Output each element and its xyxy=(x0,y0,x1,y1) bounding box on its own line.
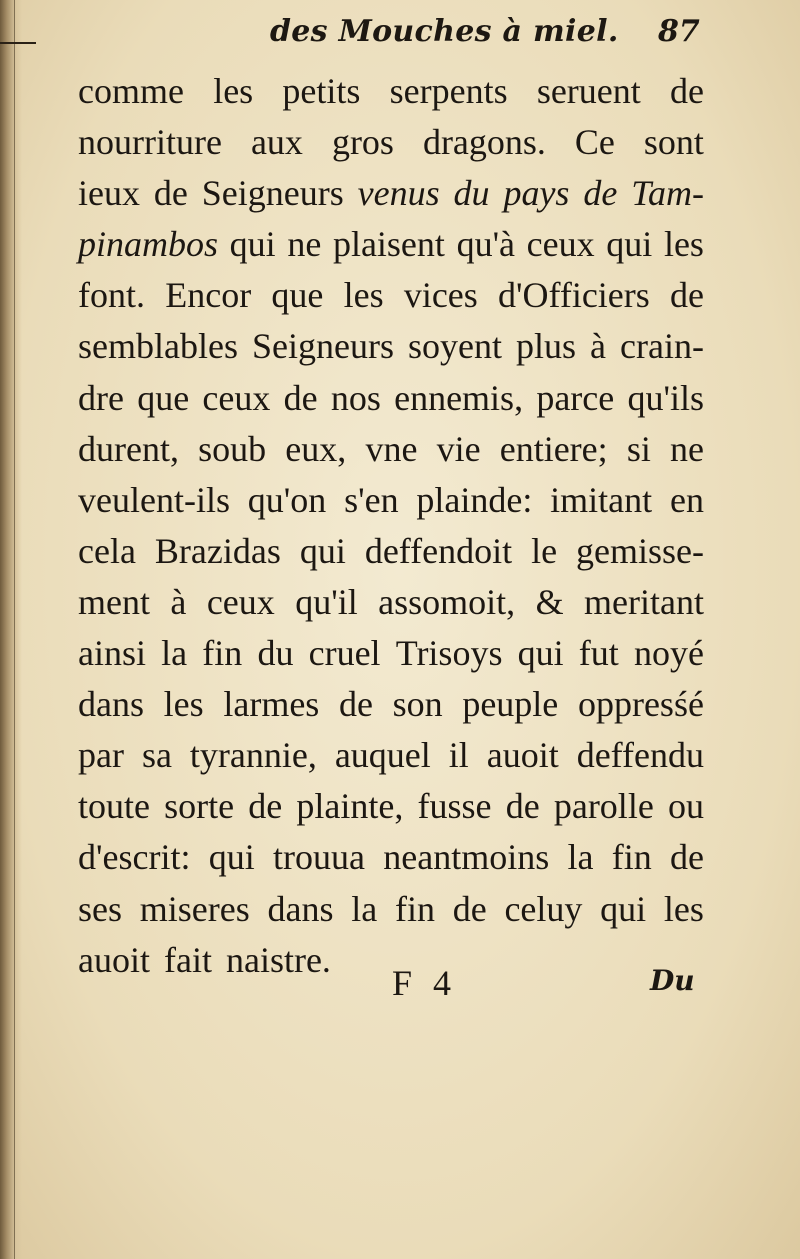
word: neantmoins xyxy=(383,837,550,878)
word: imitant xyxy=(550,479,653,520)
word: du xyxy=(257,633,294,674)
word: ceux xyxy=(206,581,275,622)
text-line xyxy=(78,117,704,168)
word: comme xyxy=(78,71,184,111)
word: deffendoit xyxy=(364,530,513,571)
word: ainsi xyxy=(78,633,146,674)
word: les xyxy=(213,71,254,111)
word: parce xyxy=(536,377,615,418)
word: dragons. xyxy=(422,122,546,163)
word: cruel xyxy=(308,633,381,674)
word: qui xyxy=(517,633,564,674)
word: oppresśé xyxy=(577,684,704,725)
word: de xyxy=(248,786,283,827)
word: deffendu xyxy=(576,735,704,776)
word: de xyxy=(583,173,618,214)
word: vie xyxy=(436,428,481,469)
word: aux xyxy=(250,122,303,163)
text-line xyxy=(78,832,704,883)
word: fait xyxy=(163,939,212,980)
word: le xyxy=(531,530,558,571)
word: ceux xyxy=(202,377,271,418)
word: qui xyxy=(208,837,255,878)
binding-edge-line xyxy=(14,0,15,1259)
word: Ce xyxy=(574,122,615,163)
word: plainde: xyxy=(416,479,533,520)
word: sorte xyxy=(164,786,235,827)
word: Tam- xyxy=(631,173,704,214)
word: qu'on xyxy=(247,479,327,520)
word: ment xyxy=(78,581,150,622)
word: plus xyxy=(516,326,577,367)
word: que xyxy=(137,377,190,418)
word: peuple xyxy=(462,684,559,725)
text-line xyxy=(78,730,704,781)
word: fin xyxy=(611,837,652,878)
word: naistre. xyxy=(225,939,331,980)
word: la xyxy=(567,837,594,878)
word: de xyxy=(670,837,704,878)
word: nos xyxy=(330,377,381,418)
text-line xyxy=(78,577,704,628)
word: qu'il xyxy=(295,581,358,622)
word: pays xyxy=(503,173,570,214)
word: gros xyxy=(331,122,394,163)
word: nourriture xyxy=(78,122,222,163)
word: plaisent xyxy=(332,224,445,265)
word: ou xyxy=(667,786,704,827)
text-line xyxy=(78,475,704,526)
word: ennemis, xyxy=(394,377,524,418)
word: à xyxy=(590,326,607,367)
margin-rule-mark xyxy=(0,42,36,44)
word: pinambos xyxy=(78,224,219,265)
word: la xyxy=(161,633,188,674)
word: auquel xyxy=(334,735,431,776)
word: vices xyxy=(403,275,478,316)
word: trouua xyxy=(273,837,365,878)
word: les xyxy=(163,684,204,725)
word: s'en xyxy=(344,479,399,520)
word: qui xyxy=(299,530,346,571)
word: de xyxy=(283,377,318,418)
text-line xyxy=(78,679,704,730)
word: ceux xyxy=(526,224,595,265)
text-line xyxy=(78,321,704,372)
word: en xyxy=(669,479,704,520)
word: plainte, xyxy=(296,786,404,827)
word: les xyxy=(343,275,384,316)
running-head: des Mouches à miel. xyxy=(270,14,619,49)
word: Seigneurs xyxy=(201,173,344,214)
word: auoit xyxy=(486,735,559,776)
word: il xyxy=(448,735,469,776)
word: ne xyxy=(287,224,322,265)
word: si xyxy=(626,428,651,469)
word: ses xyxy=(78,888,122,929)
signature-mark: F 4 xyxy=(392,963,458,1003)
word: sa xyxy=(141,735,172,776)
word: dre xyxy=(78,377,124,418)
word: qu'à xyxy=(456,224,516,265)
word: les xyxy=(663,888,704,929)
word: dans xyxy=(78,684,144,725)
word: vne xyxy=(365,428,418,469)
text-line xyxy=(78,373,704,424)
word: de xyxy=(670,275,704,316)
word: qui xyxy=(600,888,647,929)
word: toute xyxy=(78,786,150,827)
word: par xyxy=(78,735,124,776)
word: miseres xyxy=(139,888,250,929)
word: fusse xyxy=(417,786,492,827)
word: du xyxy=(453,173,490,214)
word: veulent-ils xyxy=(78,479,230,520)
word: assomoit, xyxy=(378,581,516,622)
word: son xyxy=(392,684,443,725)
word: petits xyxy=(282,71,361,111)
word: larmes xyxy=(223,684,320,725)
word: les xyxy=(663,224,704,265)
word: crain- xyxy=(620,326,704,367)
word: fin xyxy=(394,888,435,929)
text-line xyxy=(78,424,704,475)
text-line xyxy=(78,628,704,679)
word: que xyxy=(271,275,324,316)
word: la xyxy=(351,888,378,929)
word: noyé xyxy=(633,633,704,674)
word: soub xyxy=(198,428,267,469)
word: qu'ils xyxy=(627,377,704,418)
word: gemisse- xyxy=(576,530,704,571)
word: durent, xyxy=(78,428,179,469)
word: d'escrit: xyxy=(78,837,191,878)
word: de xyxy=(452,888,487,929)
word: qui xyxy=(606,224,653,265)
word: dans xyxy=(267,888,334,929)
word: Seigneurs xyxy=(251,326,394,367)
word: d'Officiers xyxy=(498,275,650,316)
catchword: Du xyxy=(650,964,695,997)
word: fut xyxy=(578,633,619,674)
word: qui xyxy=(229,224,276,265)
word: fin xyxy=(202,633,243,674)
text-line xyxy=(78,219,704,270)
word: de xyxy=(670,71,704,111)
word: de xyxy=(338,684,373,725)
word: tyrannie, xyxy=(189,735,317,776)
page-number: 87 xyxy=(658,14,700,49)
text-line xyxy=(78,526,704,577)
word: seruent xyxy=(536,71,641,111)
word: de xyxy=(505,786,540,827)
binding-gutter xyxy=(0,0,22,1259)
word: celuy xyxy=(504,888,583,929)
word: cela xyxy=(78,530,136,571)
word: de xyxy=(153,173,188,214)
text-line xyxy=(78,66,704,117)
word: à xyxy=(170,581,187,622)
word: ieux xyxy=(78,173,140,214)
word: entiere; xyxy=(499,428,608,469)
word: soyent xyxy=(407,326,502,367)
text-line xyxy=(78,884,704,935)
text-line xyxy=(78,168,704,219)
text-line xyxy=(78,781,704,832)
text-line xyxy=(78,270,704,321)
word: font. xyxy=(78,275,145,316)
word: semblables xyxy=(78,326,238,367)
word: Brazidas xyxy=(154,530,281,571)
word: parolle xyxy=(553,786,654,827)
text-line xyxy=(78,935,704,986)
word: serpents xyxy=(389,71,508,111)
word: ne xyxy=(669,428,704,469)
body-text xyxy=(78,66,704,986)
word: Trisoys xyxy=(395,633,503,674)
word: & xyxy=(535,581,564,622)
word: auoit xyxy=(78,939,150,980)
word: eux, xyxy=(285,428,347,469)
word: sont xyxy=(643,122,704,163)
word: venus xyxy=(357,173,440,214)
word: meritant xyxy=(584,581,704,622)
word: Encor xyxy=(165,275,252,316)
